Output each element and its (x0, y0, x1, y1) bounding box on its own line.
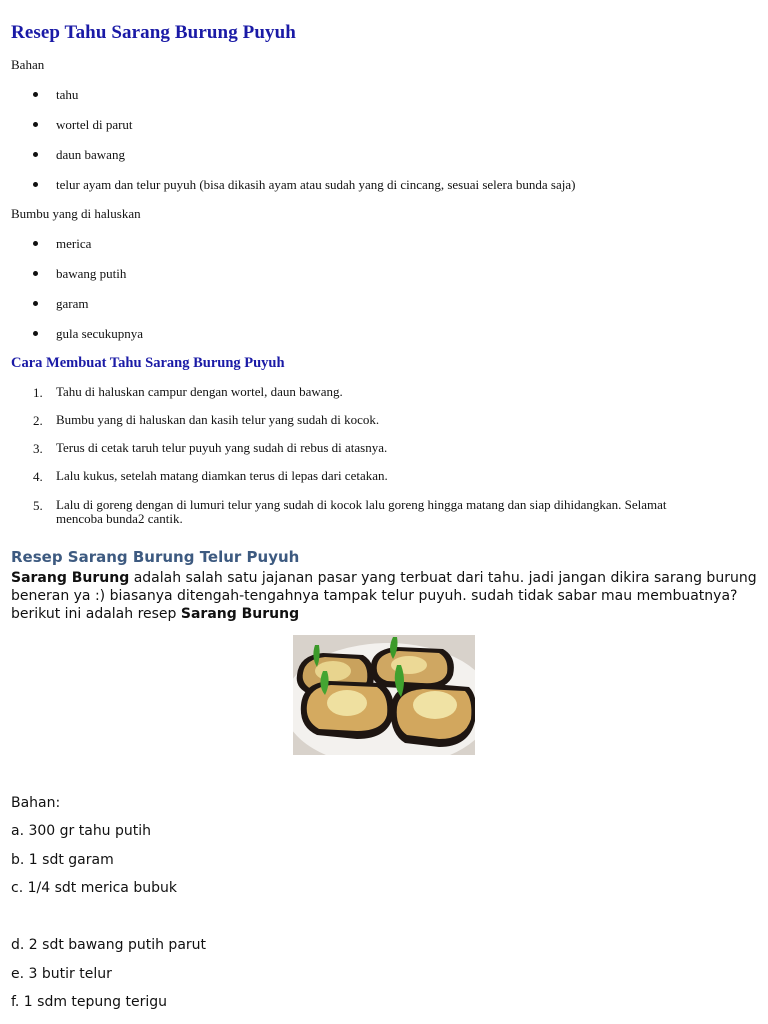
ingredient-item: c. 1/4 sdt merica bubuk (11, 880, 177, 896)
ingredient-item: b. 1 sdt garam (11, 852, 114, 868)
ingredient-item: e. 3 butir telur (11, 966, 112, 982)
sarang-burung-photo (293, 635, 475, 755)
bullet-icon (33, 301, 38, 306)
bullet-icon (33, 122, 38, 127)
intro-paragraph: Sarang Burung adalah salah satu jajanan pasar yang terbuat dari tahu. jadi jangan dikira sarang burung beneran ya :) biasanya ditengah-tengahnya tampak telur puyuh. sudah tidak sabar mau membuatnya? berikut ini adalah resep Sarang Burung (11, 570, 757, 622)
ingredient-item: d. 2 sdt bawang putih parut (11, 937, 207, 953)
bullet-icon (33, 241, 38, 246)
recipe-title: Resep Tahu Sarang Burung Puyuh (11, 22, 296, 43)
ingredient-item: f. 1 sdm tepung terigu (11, 994, 168, 1010)
bullet-icon (33, 92, 38, 97)
bullet-icon (33, 182, 38, 187)
bullet-icon (33, 271, 38, 276)
bumbu-label: Bumbu yang di haluskan (11, 206, 141, 221)
recipe2-heading: Resep Sarang Burung Telur Puyuh (11, 548, 300, 566)
ingredient-item: a. 300 gr tahu putih (11, 823, 152, 839)
bahan-label: Bahan (11, 57, 45, 72)
bahan-label-2: Bahan: (11, 795, 61, 811)
cara-membuat-heading: Cara Membuat Tahu Sarang Burung Puyuh (11, 355, 285, 371)
bullet-icon (33, 331, 38, 336)
bullet-icon (33, 152, 38, 157)
